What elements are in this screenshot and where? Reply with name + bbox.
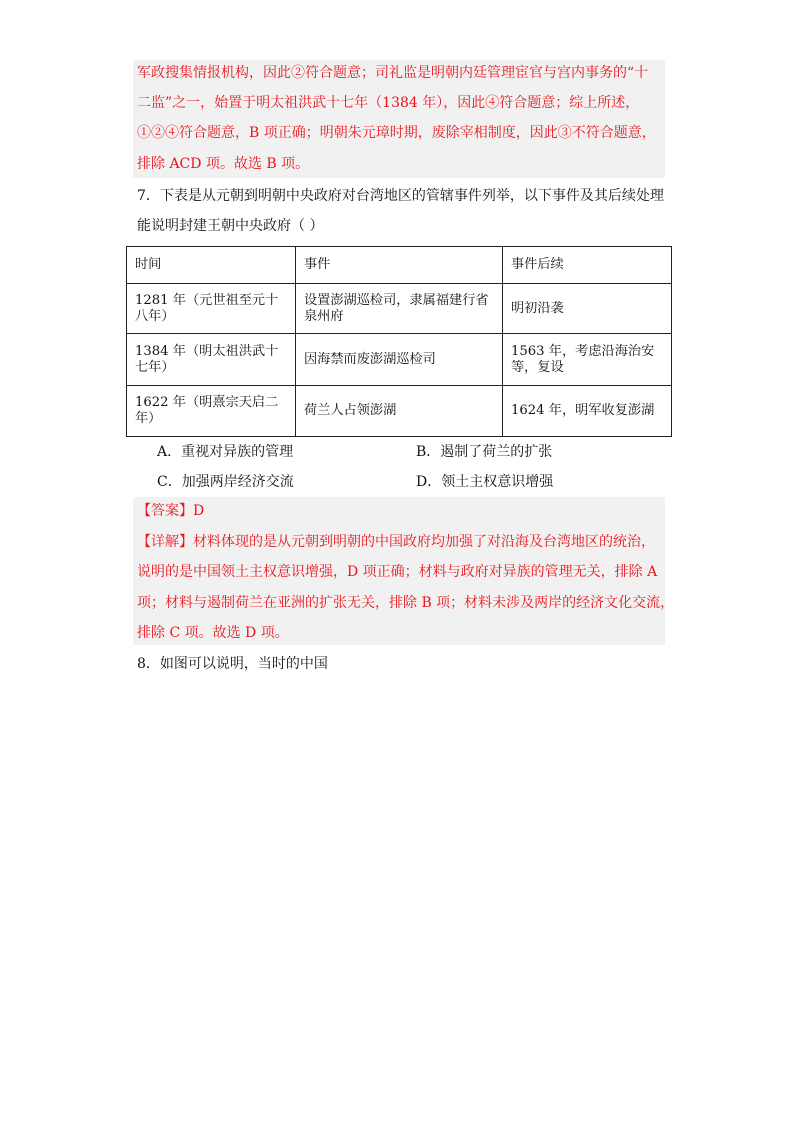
table-cell: 明初沿袭 xyxy=(503,284,672,334)
prev-explanation-line-4: 排除 ACD 项。故选 B 项。 xyxy=(137,156,310,172)
table-header-event: 事件 xyxy=(296,247,503,284)
events-table xyxy=(126,246,672,437)
table-cell: 荷兰人占领澎湖 xyxy=(296,386,503,437)
table-row xyxy=(127,334,672,386)
option-a: A．重视对异族的管理 xyxy=(157,444,294,460)
table-cell: 因海禁而废澎湖巡检司 xyxy=(296,334,503,386)
question-8-stem: 8．如图可以说明，当时的中国 xyxy=(137,656,328,672)
detail-line-2: 说明的是中国领土主权意识增强，D 项正确；材料与政府对异族的管理无关，排除 A xyxy=(137,564,658,580)
question-7-stem-line-2: 能说明封建王朝中央政府（ ） xyxy=(137,218,324,234)
answer-label: 【答案】D xyxy=(137,503,205,519)
question-7-stem-line-1: 7．下表是从元朝到明朝中央政府对台湾地区的管辖事件列举，以下事件及其后续处理 xyxy=(137,188,664,204)
prev-explanation-line-2: 二监”之一，始置于明太祖洪武十七年（1384 年），因此④符合题意；综上所述， xyxy=(137,95,640,111)
table-cell: 1622 年（明熹宗天启二年） xyxy=(127,386,296,437)
table-row xyxy=(127,284,672,334)
table-cell: 设置澎湖巡检司，隶属福建行省泉州府 xyxy=(296,284,503,334)
prev-explanation-line-3: ①②④符合题意，B 项正确；明朝朱元璋时期，废除宰相制度，因此③不符合题意， xyxy=(137,125,656,141)
table-cell: 1281 年（元世祖至元十八年） xyxy=(127,284,296,334)
detail-line-4: 排除 C 项。故选 D 项。 xyxy=(137,625,289,641)
detail-line-3: 项；材料与遏制荷兰在亚洲的扩张无关，排除 B 项；材料未涉及两岸的经济文化交流， xyxy=(137,595,675,611)
detail-line-1: 【详解】材料体现的是从元朝到明朝的中国政府均加强了对沿海及台湾地区的统治， xyxy=(137,534,655,550)
table-header-row xyxy=(127,247,672,284)
table-header-time: 时间 xyxy=(127,247,296,284)
table-cell: 1384 年（明太祖洪武十七年） xyxy=(127,334,296,386)
prev-explanation-line-1: 军政搜集情报机构，因此②符合题意；司礼监是明朝内廷管理宦官与宫内事务的“十 xyxy=(137,65,649,81)
option-c: C．加强两岸经济交流 xyxy=(157,474,294,490)
option-d: D．领土主权意识增强 xyxy=(416,474,554,490)
option-b: B．遏制了荷兰的扩张 xyxy=(416,444,553,460)
table-cell: 1563 年，考虑沿海治安等，复设 xyxy=(503,334,672,386)
table-row xyxy=(127,386,672,437)
table-cell: 1624 年，明军收复澎湖 xyxy=(503,386,672,437)
table-header-followup: 事件后续 xyxy=(503,247,672,284)
